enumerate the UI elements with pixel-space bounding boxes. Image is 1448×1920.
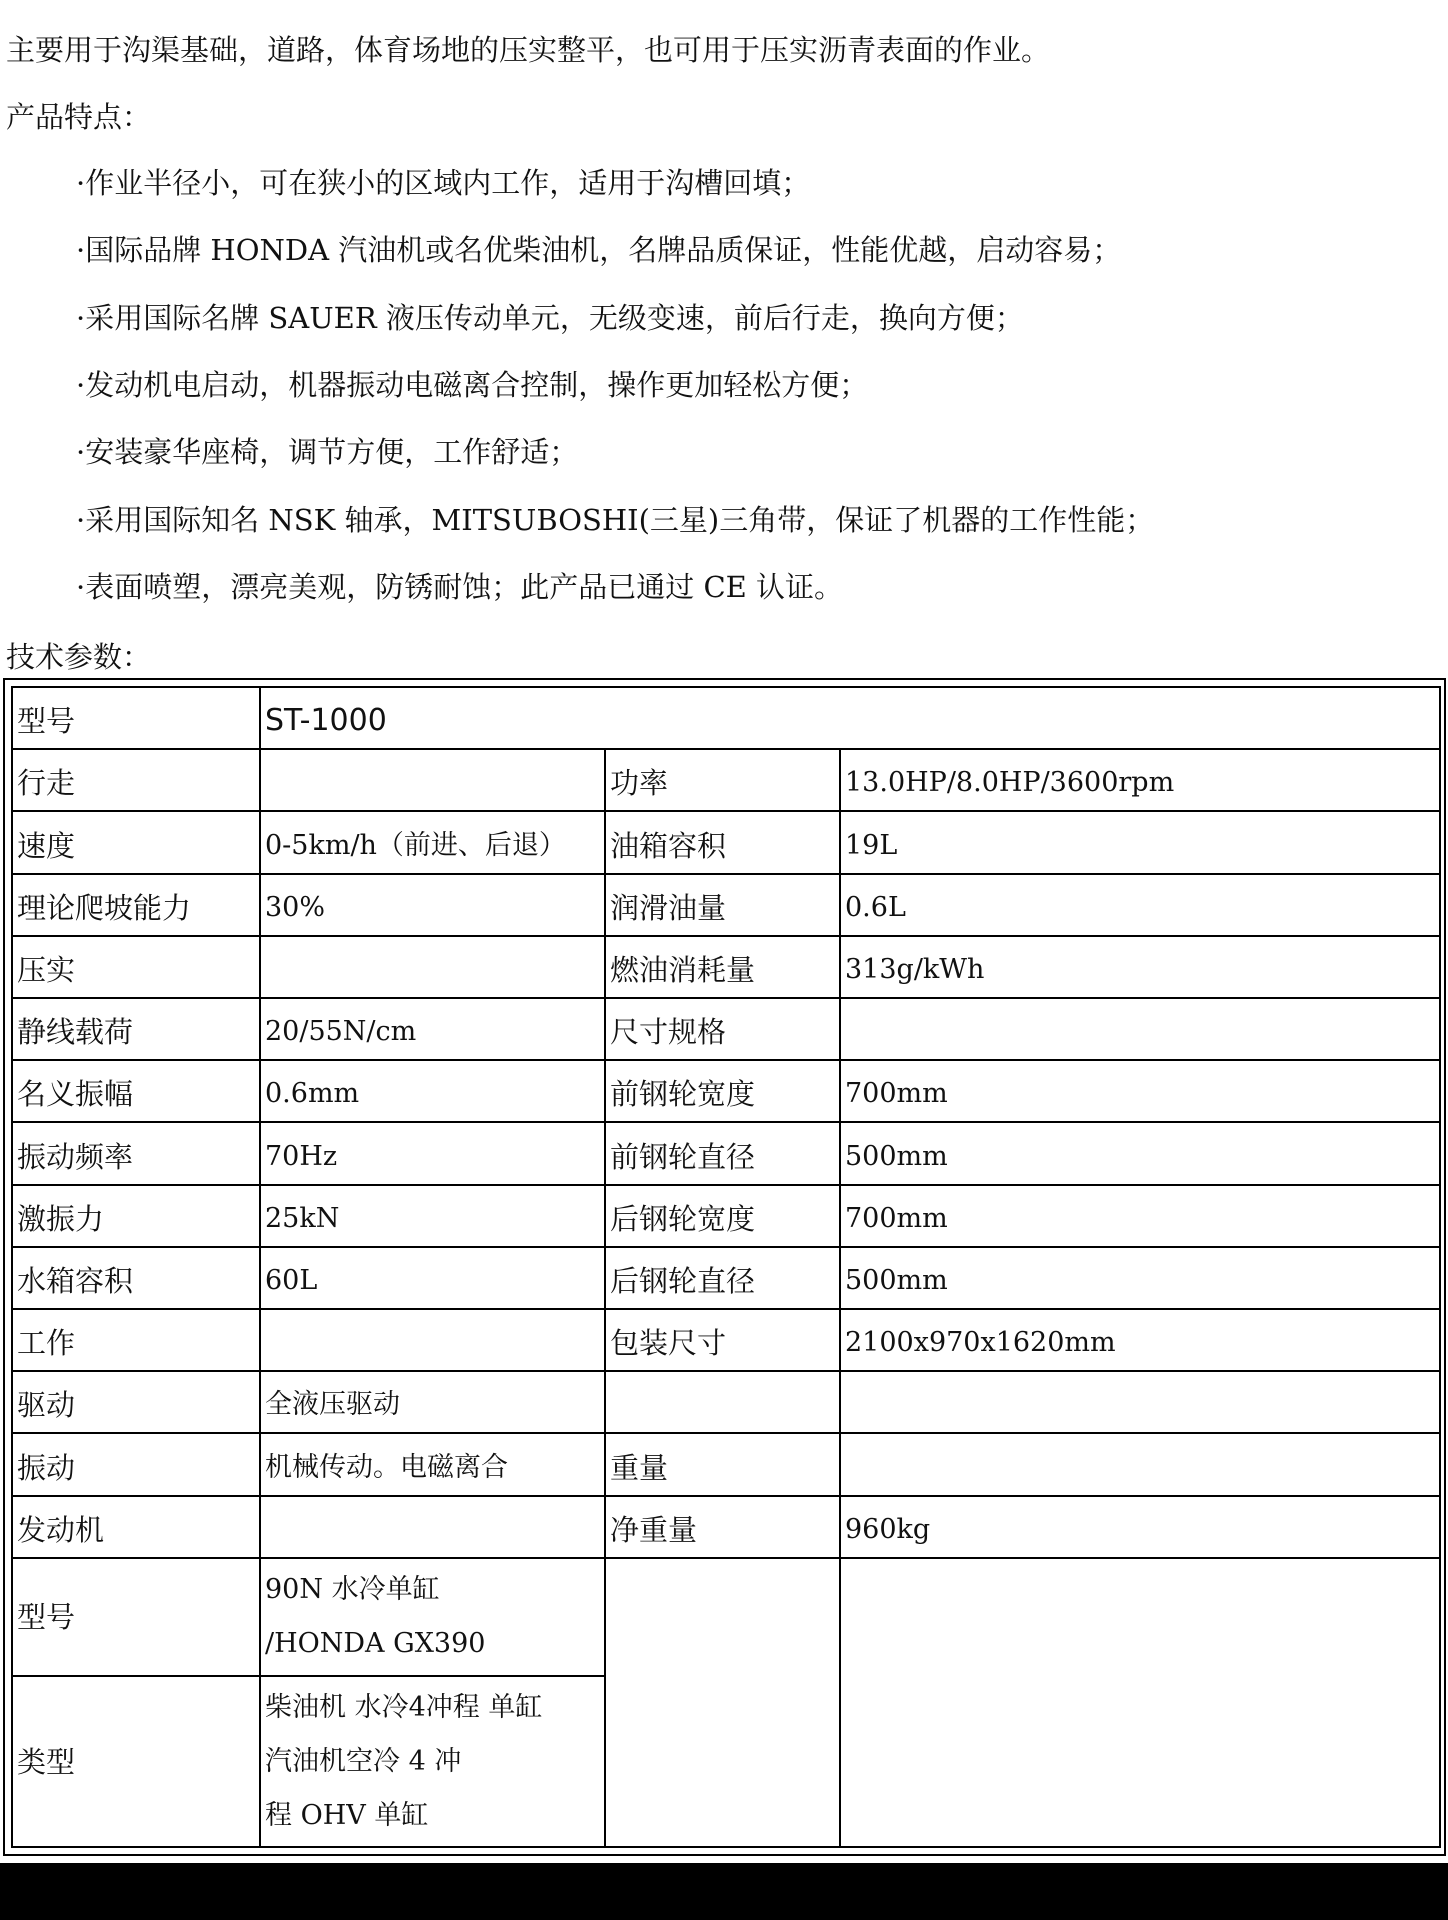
table-row (12, 1433, 1440, 1495)
table-row (12, 874, 1440, 936)
spec-value: 500mm (840, 1247, 1440, 1309)
spec-value (840, 1433, 1440, 1495)
spec-value: 机械传动。电磁离合 (260, 1433, 605, 1495)
spec-value (260, 936, 605, 998)
spec-label: 净重量 (605, 1496, 840, 1558)
spec-label: 前钢轮宽度 (605, 1060, 840, 1122)
spec-label: 功率 (605, 749, 840, 811)
spec-label: 压实 (12, 936, 260, 998)
spec-value (840, 998, 1440, 1060)
spec-value: 313g/kWh (840, 936, 1440, 998)
spec-table (11, 686, 1441, 1848)
table-row (12, 1371, 1440, 1433)
features-heading: 产品特点： (6, 100, 152, 134)
table-row (12, 687, 1440, 749)
spec-value: 2100x970x1620mm (840, 1309, 1440, 1371)
spec-value: 700mm (840, 1060, 1440, 1122)
spec-label (605, 1371, 840, 1433)
engine-model-label: 型号 (12, 1558, 260, 1676)
spec-label: 燃油消耗量 (605, 936, 840, 998)
spec-label: 油箱容积 (605, 811, 840, 873)
table-row (12, 749, 1440, 811)
table-row (12, 1496, 1440, 1558)
feature-item: ·安装豪华座椅，调节方便，工作舒适； (76, 435, 579, 469)
spec-value: 20/55N/cm (260, 998, 605, 1060)
spec-label: 驱动 (12, 1371, 260, 1433)
table-row (12, 1558, 1440, 1676)
engine-type-line: 程 OHV 单缸 (265, 1799, 429, 1831)
spec-value: 0-5km/h（前进、后退） (260, 811, 605, 873)
spec-value: 70Hz (260, 1122, 605, 1184)
spec-value: 0.6L (840, 874, 1440, 936)
table-row (12, 1122, 1440, 1184)
spec-value (840, 1371, 1440, 1433)
spec-label: 速度 (12, 811, 260, 873)
engine-type-label: 类型 (12, 1676, 260, 1847)
table-row (12, 1185, 1440, 1247)
spec-value: 0.6mm (260, 1060, 605, 1122)
empty-cell (840, 1558, 1440, 1847)
engine-type-line: 柴油机 水冷4冲程 单缸 (265, 1691, 543, 1723)
feature-item: ·采用国际知名 NSK 轴承，MITSUBOSHI(三星)三角带，保证了机器的工作性能； (76, 503, 1155, 537)
spec-label: 振动频率 (12, 1122, 260, 1184)
spec-label: 尺寸规格 (605, 998, 840, 1060)
feature-item: ·表面喷塑，漂亮美观，防锈耐蚀；此产品已通过 CE 认证。 (76, 570, 844, 604)
spec-label: 润滑油量 (605, 874, 840, 936)
spec-label: 前钢轮直径 (605, 1122, 840, 1184)
model-label: 型号 (12, 687, 260, 749)
engine-type-line: 汽油机空冷 4 冲 (265, 1745, 462, 1777)
spec-label: 行走 (12, 749, 260, 811)
bottom-black-bar (0, 1863, 1448, 1920)
intro-text: 主要用于沟渠基础，道路，体育场地的压实整平，也可用于压实沥青表面的作业。 (6, 33, 1051, 67)
feature-item: ·采用国际名牌 SAUER 液压传动单元，无级变速，前后行走，换向方便； (76, 301, 1024, 335)
spec-value: 19L (840, 811, 1440, 873)
spec-label: 理论爬坡能力 (12, 874, 260, 936)
spec-label: 振动 (12, 1433, 260, 1495)
spec-label: 重量 (605, 1433, 840, 1495)
spec-label: 发动机 (12, 1496, 260, 1558)
spec-label: 后钢轮宽度 (605, 1185, 840, 1247)
spec-value: 25kN (260, 1185, 605, 1247)
spec-value: 500mm (840, 1122, 1440, 1184)
feature-item: ·发动机电启动，机器振动电磁离合控制，操作更加轻松方便； (76, 368, 869, 402)
spec-value: 30% (260, 874, 605, 936)
spec-label: 后钢轮直径 (605, 1247, 840, 1309)
table-row (12, 811, 1440, 873)
engine-model-value (260, 1558, 605, 1676)
spec-value: 13.0HP/8.0HP/3600rpm (840, 749, 1440, 811)
engine-type-value (260, 1676, 605, 1847)
table-row (12, 1247, 1440, 1309)
model-value: ST-1000 (260, 687, 1440, 749)
spec-value (260, 749, 605, 811)
spec-label: 静线载荷 (12, 998, 260, 1060)
table-row (12, 1060, 1440, 1122)
engine-model-line: /HONDA GX390 (265, 1628, 486, 1660)
spec-value: 700mm (840, 1185, 1440, 1247)
spec-value (260, 1309, 605, 1371)
spec-label: 工作 (12, 1309, 260, 1371)
table-row (12, 998, 1440, 1060)
spec-value: 全液压驱动 (260, 1371, 605, 1433)
spec-value: 960kg (840, 1496, 1440, 1558)
spec-value (260, 1496, 605, 1558)
empty-cell (605, 1558, 840, 1847)
specs-heading: 技术参数： (6, 640, 152, 674)
spec-label: 水箱容积 (12, 1247, 260, 1309)
spec-label: 名义振幅 (12, 1060, 260, 1122)
spec-value: 60L (260, 1247, 605, 1309)
feature-item: ·作业半径小，可在狭小的区域内工作，适用于沟槽回填； (76, 166, 811, 200)
table-row (12, 1309, 1440, 1371)
engine-model-line: 90N 水冷单缸 (265, 1574, 440, 1606)
feature-item: ·国际品牌 HONDA 汽油机或名优柴油机，名牌品质保证，性能优越，启动容易； (76, 233, 1122, 267)
spec-table-frame (3, 678, 1446, 1856)
spec-label: 激振力 (12, 1185, 260, 1247)
spec-label: 包装尺寸 (605, 1309, 840, 1371)
table-row (12, 936, 1440, 998)
